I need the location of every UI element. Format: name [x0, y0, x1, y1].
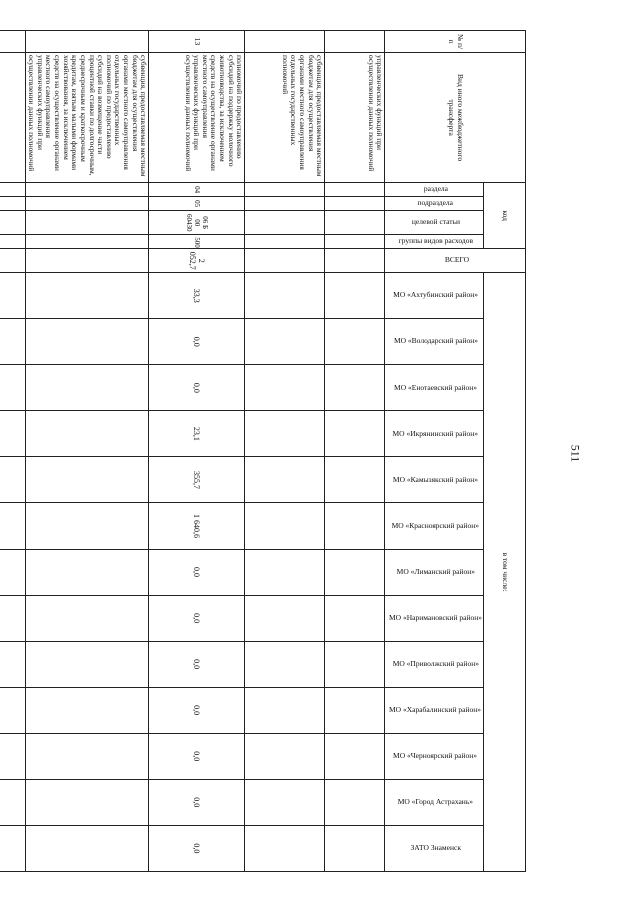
row-value: 23,1 — [149, 411, 245, 457]
row-value — [25, 595, 149, 641]
row-value — [0, 365, 25, 411]
header-mo-chernoyarsky: МО «Черноярский район» — [385, 733, 484, 779]
header-zato-znamensk: ЗАТО Знаменск — [385, 825, 484, 871]
row-value — [325, 641, 385, 687]
row-gvr: 500 — [149, 235, 245, 249]
row-value — [245, 503, 325, 549]
row-value — [25, 273, 149, 319]
row-value — [0, 503, 25, 549]
row-value — [245, 641, 325, 687]
row-value — [0, 687, 25, 733]
row-value — [25, 779, 149, 825]
row-value — [25, 687, 149, 733]
row-cs — [0, 211, 25, 235]
header-mo-krasnoyarsky: МО «Красноярский район» — [385, 503, 484, 549]
header-mo-narimanovsky: МО «Наримановский район» — [385, 595, 484, 641]
header-kod: код — [484, 183, 526, 249]
row-value — [325, 595, 385, 641]
header-transfer-type: Вид иного межбюджетного трансферта — [385, 53, 526, 183]
row-podrazdel — [0, 197, 25, 211]
row-value — [245, 549, 325, 595]
row-value — [0, 549, 25, 595]
row-value — [325, 319, 385, 365]
rotated-page — [27, 30, 526, 872]
row-razdel: 04 — [149, 183, 245, 197]
header-cs: целевой статьи — [385, 211, 484, 235]
row-gvr — [0, 235, 25, 249]
row-value — [245, 825, 325, 871]
row-cs — [25, 211, 149, 235]
row-value — [325, 503, 385, 549]
row-value: 355,7 — [149, 457, 245, 503]
row-value — [25, 825, 149, 871]
row-value — [245, 273, 325, 319]
row-value: 0,0 — [149, 595, 245, 641]
row-value — [325, 687, 385, 733]
row-value — [245, 457, 325, 503]
row-value: 0,0 — [149, 825, 245, 871]
row-value: 0,0 — [149, 549, 245, 595]
row-number — [25, 31, 149, 53]
row-value — [0, 733, 25, 779]
row-value — [325, 825, 385, 871]
row-value — [25, 503, 149, 549]
row-podrazdel — [325, 197, 385, 211]
row-value — [245, 595, 325, 641]
row-value: 0,0 — [149, 687, 245, 733]
row-value — [245, 733, 325, 779]
header-mo-privolzhsky: МО «Приволжский район» — [385, 641, 484, 687]
row-value — [0, 319, 25, 365]
row-value — [325, 549, 385, 595]
header-gvr: группы видов расходов — [385, 235, 484, 249]
row-value — [325, 411, 385, 457]
row-description: управленческих функций при осуществлении данных полномочий — [325, 53, 385, 183]
header-total: ВСЕГО — [385, 249, 526, 273]
budget-table-container — [27, 30, 526, 872]
row-value — [25, 319, 149, 365]
row-value — [325, 457, 385, 503]
row-number: 13 — [149, 31, 245, 53]
header-podrazdel: подраздела — [385, 197, 484, 211]
row-number — [325, 31, 385, 53]
row-total — [25, 249, 149, 273]
row-value — [25, 641, 149, 687]
row-value: 0,0 — [149, 779, 245, 825]
row-number — [245, 31, 325, 53]
row-value — [0, 411, 25, 457]
header-mo-akhtubinsky: МО «Ахтубинский район» — [385, 273, 484, 319]
row-total — [325, 249, 385, 273]
row-value — [25, 411, 149, 457]
row-gvr — [25, 235, 149, 249]
page-number: 511 — [568, 444, 583, 463]
row-razdel — [25, 183, 149, 197]
row-podrazdel — [25, 197, 149, 211]
row-value — [0, 825, 25, 871]
header-mo-astrakhan: МО «Город Астрахань» — [385, 779, 484, 825]
row-number — [0, 31, 25, 53]
header-mo-kharabalinsky: МО «Харабалинский район» — [385, 687, 484, 733]
row-podrazdel — [245, 197, 325, 211]
table-row — [245, 31, 325, 872]
row-value: 0,0 — [149, 733, 245, 779]
row-value — [0, 457, 25, 503]
table-row — [325, 31, 385, 872]
budget-table — [0, 30, 526, 872]
row-cs — [325, 211, 385, 235]
row-value — [325, 365, 385, 411]
row-value — [0, 641, 25, 687]
header-v-tom-chisle: в том числе: — [484, 273, 526, 872]
row-value — [25, 365, 149, 411]
row-value — [245, 365, 325, 411]
header-mo-volodarsky: МО «Володарский район» — [385, 319, 484, 365]
row-description: субвенция, предоставляемая местным бюджетам для осуществления органами местного самоуправления отдельных государственных полномочий по предоставлению субсидий на возмещение части процентной ставки по долгосрочным, среднесрочным и краткосрочным кредитам, взятым малыми формами хозяйствования, за исключением средств на осуществление органами местного самоуправления управленческих функций при осуществлении данных полномочий — [25, 53, 149, 183]
row-cs — [245, 211, 325, 235]
row-total: 2 052,7 — [149, 249, 245, 273]
row-value: 0,0 — [149, 365, 245, 411]
header-mo-kamyzyaksky: МО «Камызякский район» — [385, 457, 484, 503]
row-value — [245, 319, 325, 365]
row-podrazdel: 05 — [149, 197, 245, 211]
table-row — [149, 31, 245, 872]
row-value — [325, 733, 385, 779]
row-value — [245, 779, 325, 825]
row-value: 0,0 — [149, 641, 245, 687]
row-description — [0, 53, 25, 183]
row-value: 0,0 — [149, 319, 245, 365]
row-value: 33,3 — [149, 273, 245, 319]
row-description: субвенция, предоставляемая местным бюджетам для осуществления органами местного самоуправления отдельных государственных полномочий — [245, 53, 325, 183]
row-value — [25, 457, 149, 503]
row-value: 1 640,6 — [149, 503, 245, 549]
header-number: № п/п — [385, 31, 526, 53]
row-value — [245, 411, 325, 457]
header-mo-limansky: МО «Лиманский район» — [385, 549, 484, 595]
row-razdel — [245, 183, 325, 197]
header-mo-ikryaninsky: МО «Икрянинский район» — [385, 411, 484, 457]
row-total — [0, 249, 25, 273]
row-value — [245, 687, 325, 733]
header-mo-enotaevsky: МО «Енотаевский район» — [385, 365, 484, 411]
row-razdel — [0, 183, 25, 197]
row-value — [25, 733, 149, 779]
table-row — [0, 31, 25, 872]
row-value — [0, 779, 25, 825]
row-gvr — [325, 235, 385, 249]
row-value — [25, 549, 149, 595]
row-value — [0, 273, 25, 319]
row-gvr — [245, 235, 325, 249]
row-total — [245, 249, 325, 273]
table-row — [25, 31, 149, 872]
header-razdel: раздела — [385, 183, 484, 197]
row-value — [325, 273, 385, 319]
row-value — [325, 779, 385, 825]
row-razdel — [325, 183, 385, 197]
row-cs: 06 Б 00 60430 — [149, 211, 245, 235]
row-value — [0, 595, 25, 641]
row-description: полномочий по предоставлению субсидий на поддержку молочного животноводства, за исключением средств на осуществление органами местного самоуправления управленческих функций при осуществлении данных полномочий — [149, 53, 245, 183]
